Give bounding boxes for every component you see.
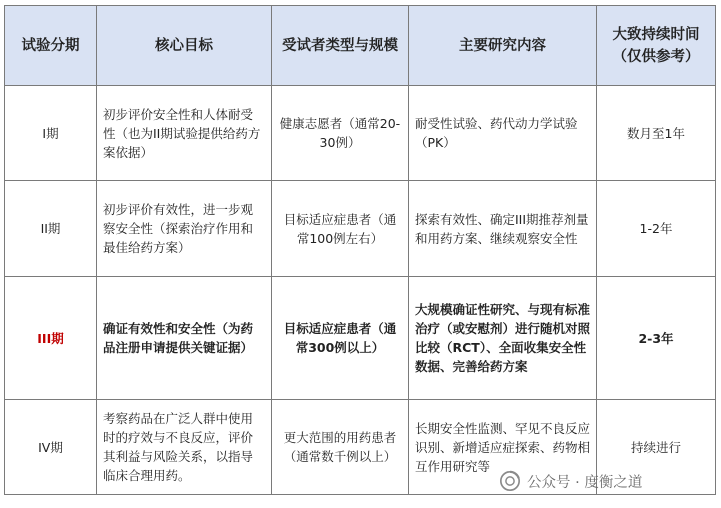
table-row-phase-2	[5, 181, 716, 277]
phase-cell: II期	[5, 181, 97, 277]
subjects-cell: 更大范围的用药患者（通常数千例以上）	[272, 400, 409, 495]
subjects-cell: 目标适应症患者（通常300例以上）	[272, 277, 409, 400]
header-goal: 核心目标	[97, 6, 272, 86]
wechat-public-account-icon	[499, 470, 521, 492]
header-phase: 试验分期	[5, 6, 97, 86]
table-row-phase-1	[5, 86, 716, 181]
header-subjects: 受试者类型与规模	[272, 6, 409, 86]
phase-cell-highlight: III期	[5, 277, 97, 400]
trial-phase-table	[4, 5, 716, 495]
trial-phase-table-container	[4, 5, 716, 495]
table-header-row	[5, 6, 716, 86]
duration-cell: 持续进行	[597, 400, 716, 495]
table-row-phase-3	[5, 277, 716, 400]
subjects-cell: 健康志愿者（通常20-30例）	[272, 86, 409, 181]
duration-cell: 1-2年	[597, 181, 716, 277]
header-duration: 大致持续时间（仅供参考）	[597, 6, 716, 86]
content-cell: 探索有效性、确定III期推荐剂量和用药方案、继续观察安全性	[409, 181, 597, 277]
goal-cell: 初步评价安全性和人体耐受性（也为II期试验提供给药方案依据）	[97, 86, 272, 181]
goal-cell: 考察药品在广泛人群中使用时的疗效与不良反应，评价其利益与风险关系，以指导临床合理用药。	[97, 400, 272, 495]
content-cell: 耐受性试验、药代动力学试验（PK）	[409, 86, 597, 181]
subjects-cell: 目标适应症患者（通常100例左右）	[272, 181, 409, 277]
content-cell: 长期安全性监测、罕见不良反应识别、新增适应症探索、药物相互作用研究等	[409, 400, 597, 495]
content-cell: 大规模确证性研究、与现有标准治疗（或安慰剂）进行随机对照比较（RCT）、全面收集安全性数据、完善给药方案	[409, 277, 597, 400]
watermark-text: 公众号 · 度衡之道	[527, 474, 643, 491]
phase-cell: I期	[5, 86, 97, 181]
phase-cell: IV期	[5, 400, 97, 495]
goal-cell: 初步评价有效性，进一步观察安全性（探索治疗作用和最佳给药方案）	[97, 181, 272, 277]
duration-cell: 2-3年	[597, 277, 716, 400]
duration-cell: 数月至1年	[597, 86, 716, 181]
header-content: 主要研究内容	[409, 6, 597, 86]
goal-cell: 确证有效性和安全性（为药品注册申请提供关键证据）	[97, 277, 272, 400]
watermark	[499, 468, 642, 494]
